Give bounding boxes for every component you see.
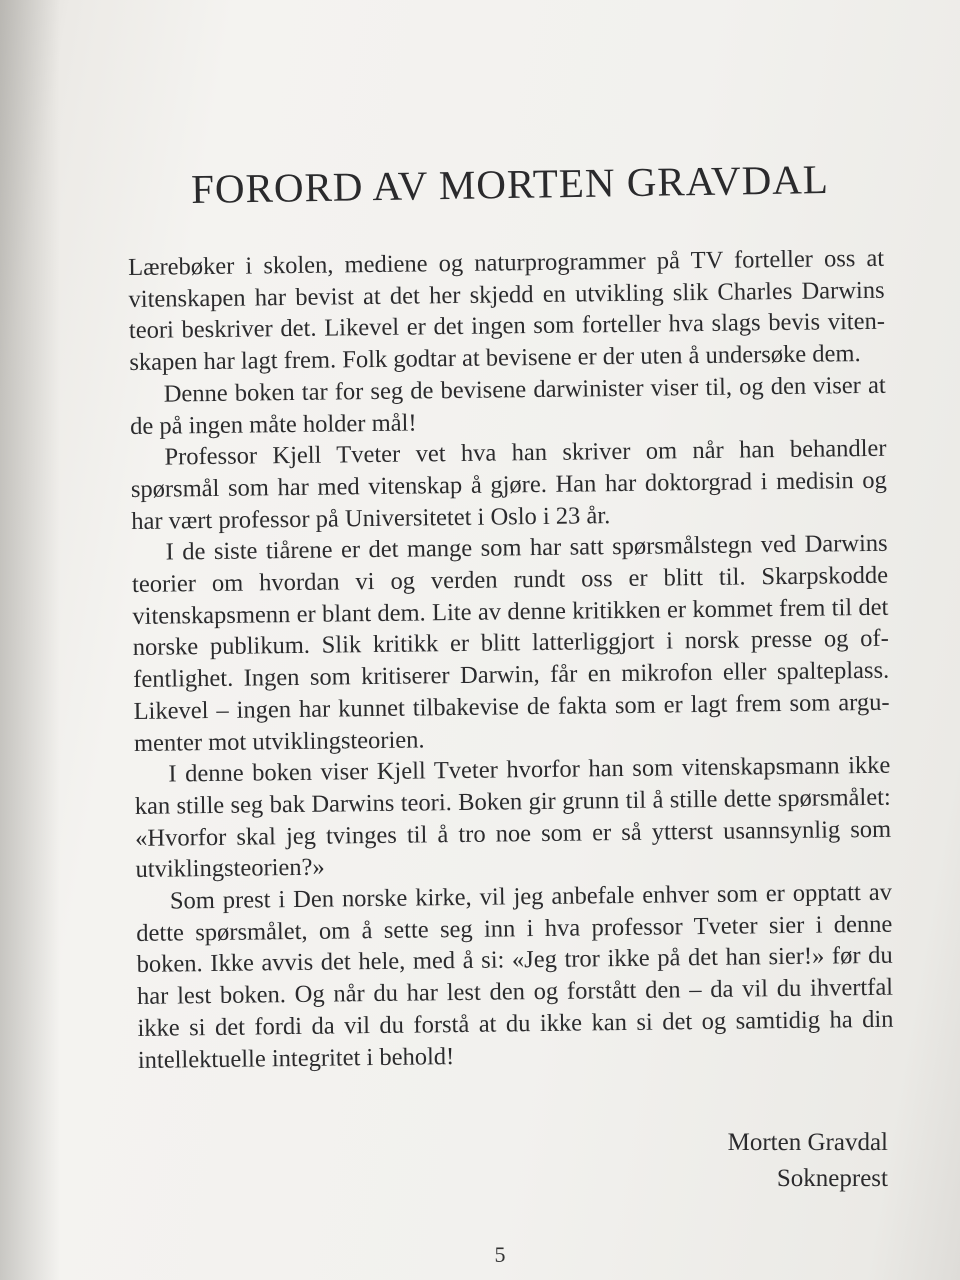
paragraph: Denne boken tar for seg de bevisene darwinister viser til, og den viser at de på ingen måte holder mål!: [129, 371, 886, 440]
paragraph: I de siste tiårene er det mange som har satt spørsmålstegn ved Darwins teorier om hvordan vi og verden rundt oss er blitt til. Skarpskodde vitenskapsmenn er blant dem. Lite av denne kritikken er kommet frem til det norske publikum. Slik kritikk er blitt latterliggjort i norsk presse og offentlighet. Ingen som kritiserer Darwin, får en mikrofon eller spalteplass. Likevel – ingen har kunnet tilbakevise de fakta som er lagt frem som argumenter mot utviklingsteorien.: [131, 530, 890, 757]
signature-name: Morten Gravdal: [727, 1129, 888, 1156]
signature-role: Sokneprest: [776, 1165, 888, 1192]
body-text: [128, 243, 894, 1076]
gutter-shadow: [0, 0, 60, 1280]
signature-block: [728, 1125, 888, 1197]
paragraph: Lærebøker i skolen, mediene og naturprogrammer på TV forteller oss at vitenskapen har bevist at det her skjedd en utvikling slik Charles Darwins teori beskriver det. Likevel er det ingen som forteller hva slags bevis vitenskapen har lagt frem. Folk godtar at bevisene er der uten å undersøke dem.: [128, 244, 886, 377]
paragraph: Som prest i Den norske kirke, vil jeg anbefale enhver som er opptatt av dette spørsmålet, om å sette seg inn i hva professor Tveter sier i denne boken. Ikke avvis det hele, med å si: «Jeg tror ikke på det han sier!» før du har lest boken. Og når du har lest den og forstått den – da vil du ihvertfal ikke si det fordi da vil du forstå at du ikke kan si det og samtidig ha din intellektuelle integritet i behold!: [136, 878, 894, 1074]
paragraph: Professor Kjell Tveter vet hva han skriver om når han behandler spørsmål som har med vitenskap å gjøre. Han har doktorgrad i medisin og har vært professor på Universitetet i Oslo i 23 år.: [130, 434, 888, 535]
page-title: FORORD AV MORTEN GRAVDAL: [190, 155, 830, 213]
paragraph: I denne boken viser Kjell Tveter hvorfor han som vitenskapsmann ikke kan stille seg bak Darwins teori. Boken gir grunn til å stille dette spørsmålet: «Hvorfor skal jeg tvinges til å tro noe som er så ytterst usannsynlig som utviklingsteorien?»: [134, 751, 892, 884]
page-number: 5: [494, 1242, 506, 1267]
